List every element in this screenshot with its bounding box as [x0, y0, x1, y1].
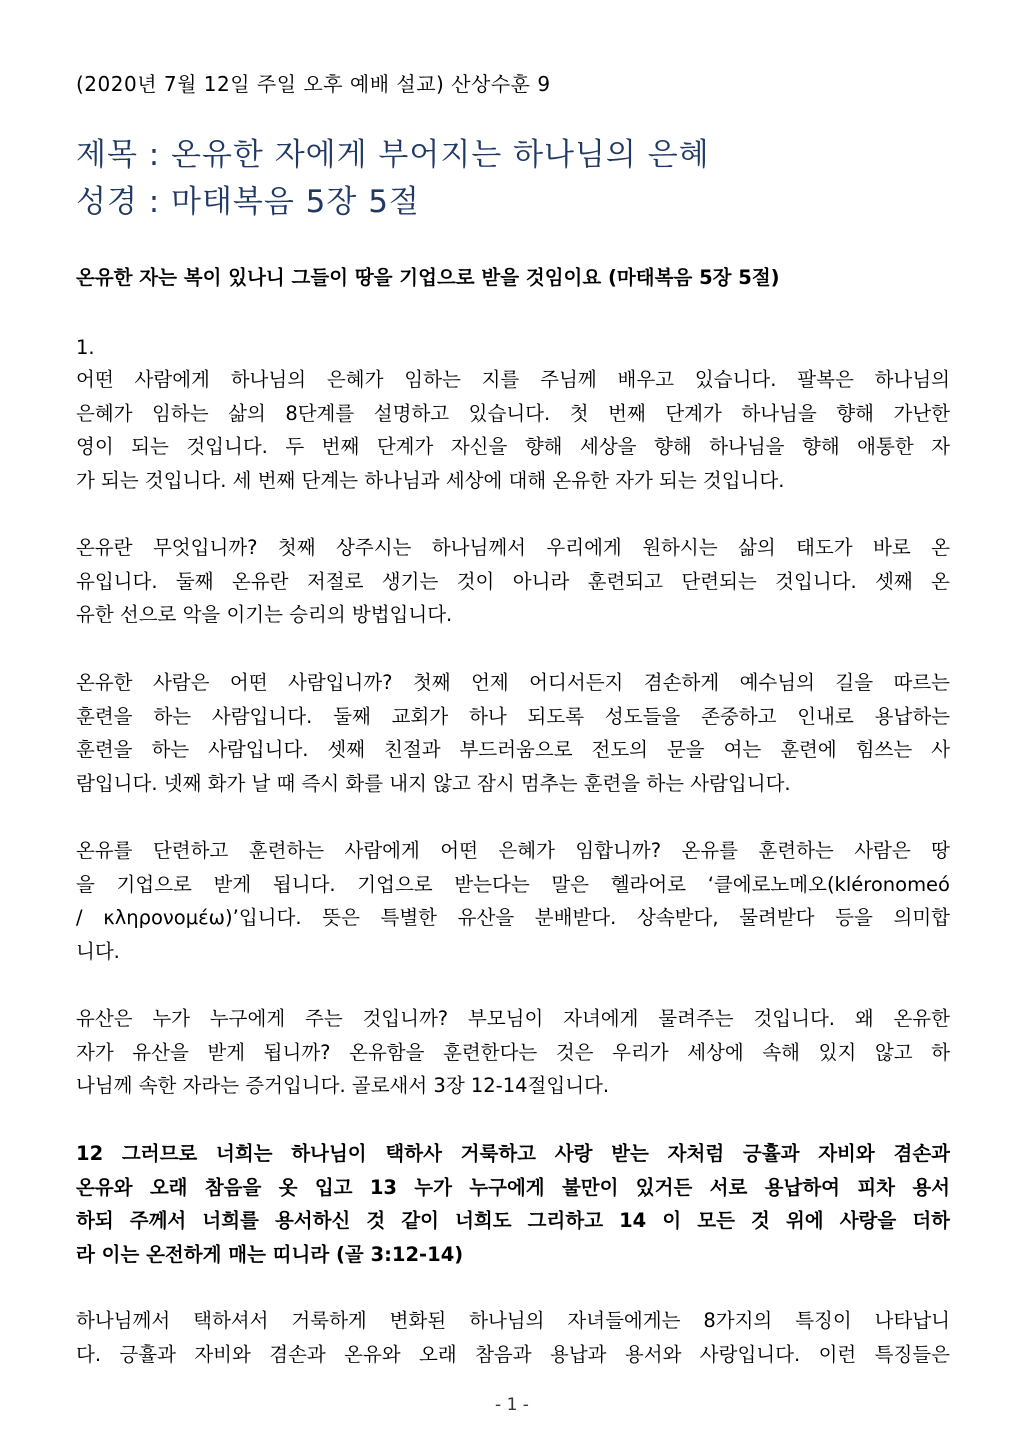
paragraph-4	[76, 834, 950, 968]
paragraph-line: 람입니다. 넷째 화가 날 때 즉시 화를 내지 않고 잠시 멈추는 훈련을 하는 사람입니다.	[76, 771, 791, 795]
paragraph-line: 나님께 속한 자라는 증거입니다. 골로새서 3장 12-14절입니다.	[76, 1074, 610, 1097]
scripture-quote	[76, 1137, 950, 1271]
paragraph-1	[76, 363, 950, 497]
paragraph-line: 온유를 단련하고 훈련하는 사람에게 어떤 은혜가 임합니까? 온유를 훈련하는 사람은 땅	[76, 839, 950, 862]
paragraph-line: 니다.	[76, 939, 120, 963]
title-block	[76, 132, 710, 226]
paragraph-line: 유입니다. 둘째 온유란 저절로 생기는 것이 아니라 훈련되고 단련되는 것입니다. 셋째 온	[76, 569, 950, 593]
sermon-header: (2020년 7월 12일 주일 오후 예배 설교) 산상수훈 9	[76, 72, 551, 96]
paragraph-line: 온유란 무엇입니까? 첫째 상주시는 하나님께서 우리에게 원하시는 삶의 태도가 바로 온	[76, 536, 950, 559]
paragraph-line: 자가 유산을 받게 됩니까? 온유함을 훈련한다는 것은 우리가 세상에 속해 있지 않고 하	[76, 1040, 950, 1064]
section-number: 1.	[76, 336, 95, 359]
paragraph-line: 유한 선으로 악을 이기는 승리의 방법입니다.	[76, 603, 453, 626]
key-verse: 온유한 자는 복이 있나니 그들이 땅을 기업으로 받을 것임이요 (마태복음 5장 5절)	[76, 266, 780, 289]
paragraph-line: 은혜가 임하는 삶의 8단계를 설명하고 있습니다. 첫 번째 단계가 하나님을 향해 가난한	[76, 401, 950, 425]
paragraph-line: 유산은 누가 누구에게 주는 것입니까? 부모님이 자녀에게 물려주는 것입니다. 왜 온유한	[76, 1007, 950, 1030]
paragraph-line: 온유한 사람은 어떤 사람입니까? 첫째 언제 어디서든지 겸손하게 예수님의 길을 따르는	[76, 671, 950, 694]
paragraph-line: 라 이는 온전하게 매는 띠니라 (골 3:12-14)	[76, 1242, 464, 1266]
paragraph-5	[76, 1002, 950, 1103]
paragraph-line: 가 되는 것입니다. 세 번째 단계는 하나님과 세상에 대해 온유한 자가 되는 것입니다.	[76, 468, 785, 492]
paragraph-3	[76, 666, 950, 800]
paragraph-line: 다. 긍휼과 자비와 겸손과 온유와 오래 참음과 용납과 용서와 사랑입니다. 이런 특징들은	[76, 1342, 950, 1366]
paragraph-line: 12 그러므로 너희는 하나님이 택하사 거룩하고 사랑 받는 자처럼 긍휼과 자비와 겸손과	[76, 1142, 950, 1165]
paragraph-7	[76, 1304, 950, 1371]
paragraph-line: 하나님께서 택하셔서 거룩하게 변화된 하나님의 자녀들에게는 8가지의 특징이 나타납니	[76, 1309, 950, 1332]
paragraph-2	[76, 531, 950, 632]
paragraph-line: 훈련을 하는 사람입니다. 둘째 교회가 하나 되도록 성도들을 존중하고 인내로 용납하는	[76, 704, 950, 728]
scripture-reference: 성경 : 마태복음 5장 5절	[76, 184, 420, 220]
paragraph-line: / κληρονομέω)’입니다. 뜻은 특별한 유산을 분배받다. 상속받다, 물려받다 등을 의미합	[76, 906, 950, 929]
paragraph-line: 어떤 사람에게 하나님의 은혜가 임하는 지를 주님께 배우고 있습니다. 팔복은 하나님의	[76, 368, 950, 391]
paragraph-line: 영이 되는 것입니다. 두 번째 단계가 자신을 향해 세상을 향해 하나님을 향해 애통한 자	[76, 435, 950, 458]
paragraph-line: 훈련을 하는 사람입니다. 셋째 친절과 부드러움으로 전도의 문을 여는 훈련에 힘쓰는 사	[76, 738, 950, 761]
page-number: - 1 -	[495, 1395, 529, 1415]
paragraph-line: 온유와 오래 참음을 옷 입고 13 누가 누구에게 불만이 있거든 서로 용납하여 피차 용서	[76, 1175, 950, 1199]
paragraph-line: 을 기업으로 받게 됩니다. 기업으로 받는다는 말은 헬라어로 ‘클에로노메오(kléronomeó	[76, 872, 950, 896]
paragraph-line: 하되 주께서 너희를 용서하신 것 같이 너희도 그리하고 14 이 모든 것 위에 사랑을 더하	[76, 1209, 950, 1232]
sermon-title: 제목 : 온유한 자에게 부어지는 하나님의 은혜	[76, 137, 710, 173]
